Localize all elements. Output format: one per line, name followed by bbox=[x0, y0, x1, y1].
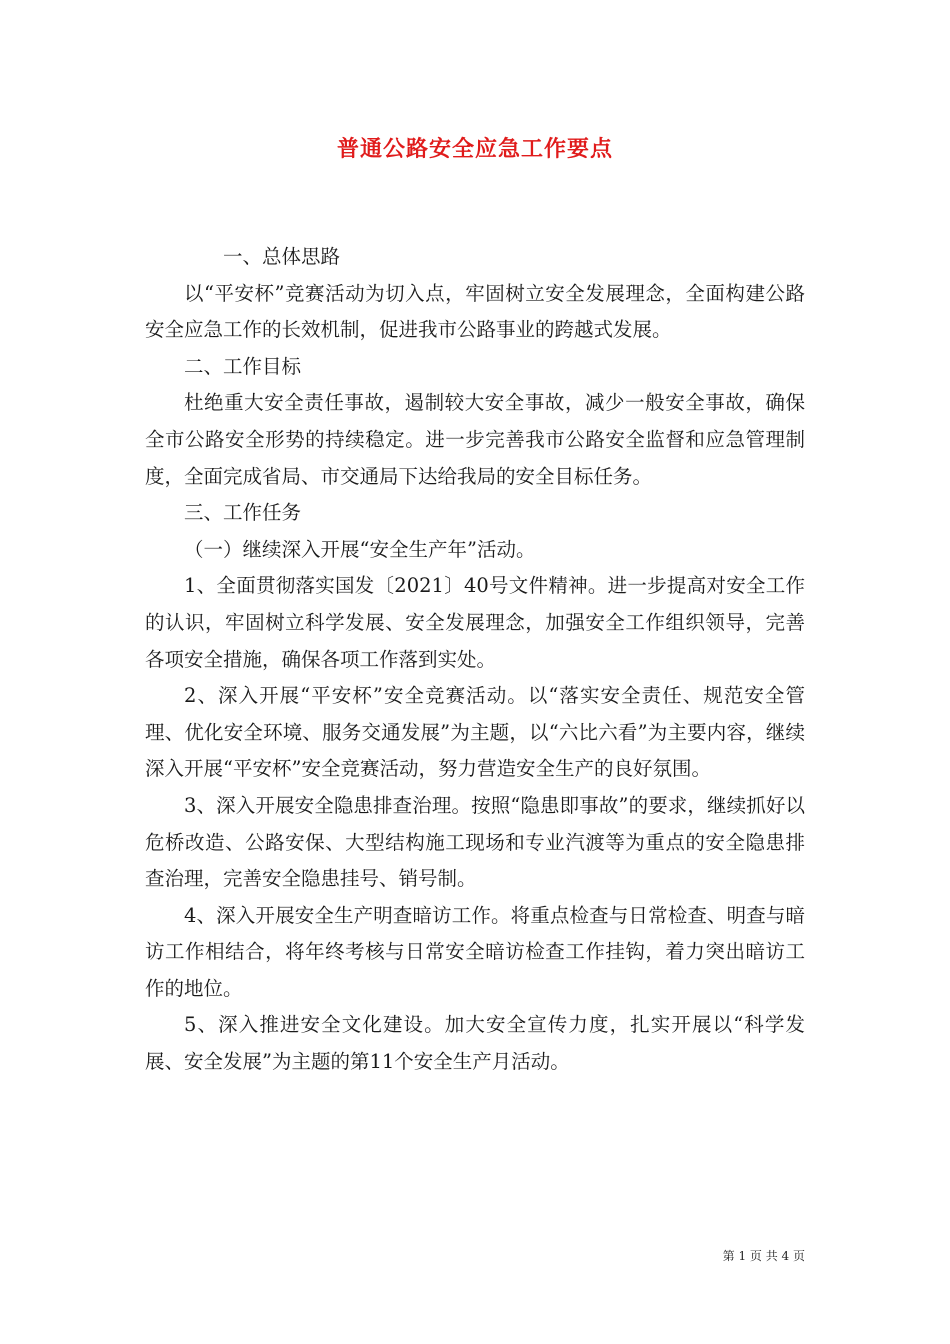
section-heading-work-goals: 二、工作目标 bbox=[184, 354, 302, 378]
task-item-3: 3、深入开展安全隐患排查治理。按照“隐患即事故”的要求，继续抓好以危桥改造、公路安保、大型结构施工现场和专业汽渡等为重点的安全隐患排查治理，完善安全隐患挂号、销号制。 bbox=[145, 793, 805, 891]
paragraph-overall-approach: 以“平安杯”竞赛活动为切入点，牢固树立安全发展理念，全面构建公路安全应急工作的长效机制，促进我市公路事业的跨越式发展。 bbox=[145, 281, 805, 342]
section-heading-overall-approach: 一、总体思路 bbox=[223, 245, 341, 268]
document-body bbox=[145, 239, 805, 1081]
task-item-2: 2、深入开展“平安杯”安全竞赛活动。以“落实安全责任、规范安全管理、优化安全环境、服务交通发展”为主题，以“六比六看”为主要内容，继续深入开展“平安杯”安全竞赛活动，努力营造安全生产的良好氛围。 bbox=[145, 684, 805, 781]
document-title: 普通公路安全应急工作要点 bbox=[336, 137, 613, 162]
subsection-heading-safety-year: （一）继续深入开展“安全生产年”活动。 bbox=[184, 537, 536, 561]
page-number-footer: 第 1 页 共 4 页 bbox=[722, 1249, 805, 1263]
paragraph-work-goals: 杜绝重大安全责任事故，遏制较大安全事故，减少一般安全事故，确保全市公路安全形势的持续稳定。进一步完善我市公路安全监督和应急管理制度，全面完成省局、市交通局下达给我局的安全目标任务。 bbox=[145, 391, 805, 488]
task-item-4: 4、深入开展安全生产明查暗访工作。将重点检查与日常检查、明查与暗访工作相结合，将年终考核与日常安全暗访检查工作挂钩，着力突出暗访工作的地位。 bbox=[145, 903, 805, 1000]
task-item-5: 5、深入推进安全文化建设。加大安全宣传力度，扎实开展以“科学发展、安全发展”为主题的第11个安全生产月活动。 bbox=[145, 1013, 805, 1074]
section-heading-work-tasks: 三、工作任务 bbox=[184, 501, 302, 525]
task-item-1: 1、全面贯彻落实国发〔2021〕40号文件精神。进一步提高对安全工作的认识，牢固树立科学发展、安全发展理念，加强安全工作组织领导，完善各项安全措施，确保各项工作落到实处。 bbox=[145, 574, 805, 671]
